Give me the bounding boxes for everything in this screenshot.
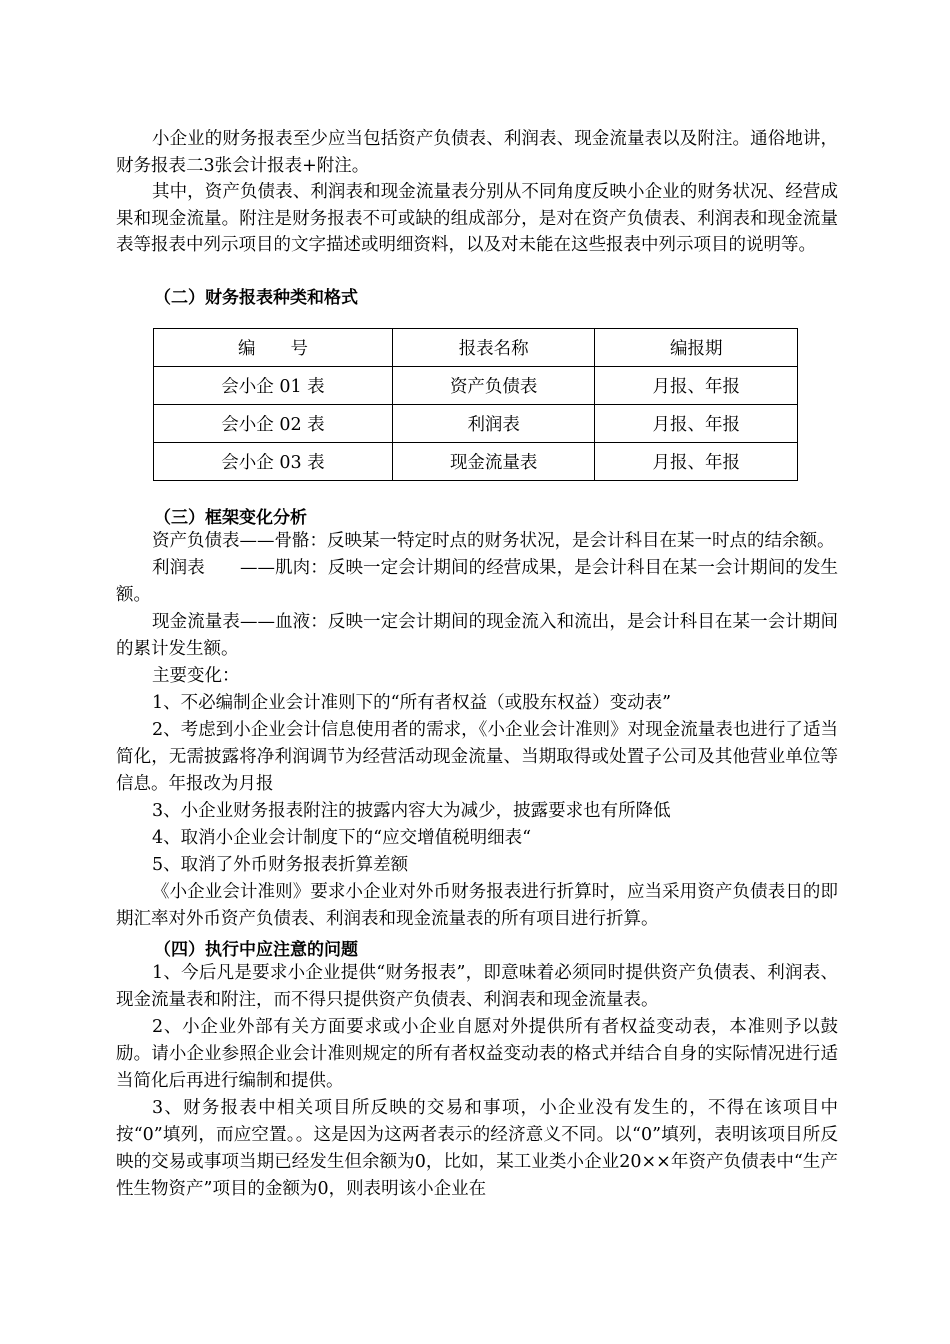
table-header-cell: 编 号	[154, 328, 393, 366]
section-3-line: 现金流量表——血液：反映一定会计期间的现金流入和流出，是会计科目在某一会计期间的累计发生额。	[116, 611, 838, 659]
section-3-line: 资产负债表——骨骼：反映某一特定时点的财务状况，是会计科目在某一时点的结余额。	[152, 530, 835, 551]
intro-paragraph-1: 小企业的财务报表至少应当包括资产负债表、利润表、现金流量表以及附注。通俗地讲，财务报表二3张会计报表+附注。	[116, 129, 838, 176]
table-cell: 月报、年报	[595, 366, 798, 404]
table-cell: 月报、年报	[595, 404, 798, 442]
section-3-line: 3、小企业财务报表附注的披露内容大为减少，披露要求也有所降低	[152, 800, 671, 821]
section-4-heading: （四）执行中应注意的问题	[154, 939, 358, 960]
table-row	[154, 366, 798, 404]
section-4-line: 3、财务报表中相关项目所反映的交易和事项，小企业没有发生的，不得在该项目中按“0”填列，而应空置。。这是因为这两者表示的经济意义不同。以“0”填列，表明该项目所反映的交易或事项当期已经发生但余额为0，比如，某工业类小企业20××年资产负债表中“生产性生物资产”项目的金额为0，则表明该小企业在	[116, 1097, 838, 1199]
table-cell: 资产负债表	[392, 366, 595, 404]
section-3-line: 主要变化：	[152, 665, 240, 686]
table-cell: 会小企 03 表	[154, 442, 393, 480]
table-cell: 月报、年报	[595, 442, 798, 480]
section-4-line: 1、今后凡是要求小企业提供“财务报表”，即意味着必须同时提供资产负债表、利润表、现金流量表和附注，而不得只提供资产负债表、利润表和现金流量表。	[116, 962, 838, 1010]
section-3-line: 《小企业会计准则》要求小企业对外币财务报表进行折算时，应当采用资产负债表日的即期汇率对外币资产负债表、利润表和现金流量表的所有项目进行折算。	[116, 881, 838, 929]
section-3-line: 4、取消小企业会计制度下的“应交增值税明细表“	[152, 827, 532, 848]
report-types-table	[153, 328, 798, 481]
section-4-line: 2、小企业外部有关方面要求或小企业自愿对外提供所有者权益变动表，本准则予以鼓励。请小企业参照企业会计准则规定的所有者权益变动表的格式并结合自身的实际情况进行适当简化后再进行编制和提供。	[116, 1016, 838, 1091]
section-2-heading: （二）财务报表种类和格式	[154, 287, 358, 308]
table-cell: 现金流量表	[392, 442, 595, 480]
intro-paragraph-2: 其中，资产负债表、利润表和现金流量表分别从不同角度反映小企业的财务状况、经营成果和现金流量。附注是财务报表不可或缺的组成部分，是对在资产负债表、利润表和现金流量表等报表中列示项目的文字描述或明细资料，以及对未能在这些报表中列示项目的说明等。	[116, 182, 838, 255]
section-3-line: 2、考虑到小企业会计信息使用者的需求，《小企业会计准则》对现金流量表也进行了适当简化，无需披露将净利润调节为经营活动现金流量、当期取得或处置子公司及其他营业单位等信息。年报改为月报	[116, 719, 838, 794]
document-page	[116, 126, 838, 1203]
table-header-cell: 报表名称	[392, 328, 595, 366]
table-cell: 会小企 01 表	[154, 366, 393, 404]
table-row	[154, 442, 798, 480]
section-3-line: 1、不必编制企业会计准则下的“所有者权益（或股东权益）变动表”	[152, 692, 672, 713]
section-3-line: 利润表 ——肌肉：反映一定会计期间的经营成果，是会计科目在某一会计期间的发生额。	[116, 557, 838, 605]
table-cell: 会小企 02 表	[154, 404, 393, 442]
table-cell: 利润表	[392, 404, 595, 442]
table-header-cell: 编报期	[595, 328, 798, 366]
table-header-row	[154, 328, 798, 366]
section-3-heading: （三）框架变化分析	[154, 507, 307, 528]
table-row	[154, 404, 798, 442]
section-3-line: 5、取消了外币财务报表折算差额	[152, 854, 409, 875]
